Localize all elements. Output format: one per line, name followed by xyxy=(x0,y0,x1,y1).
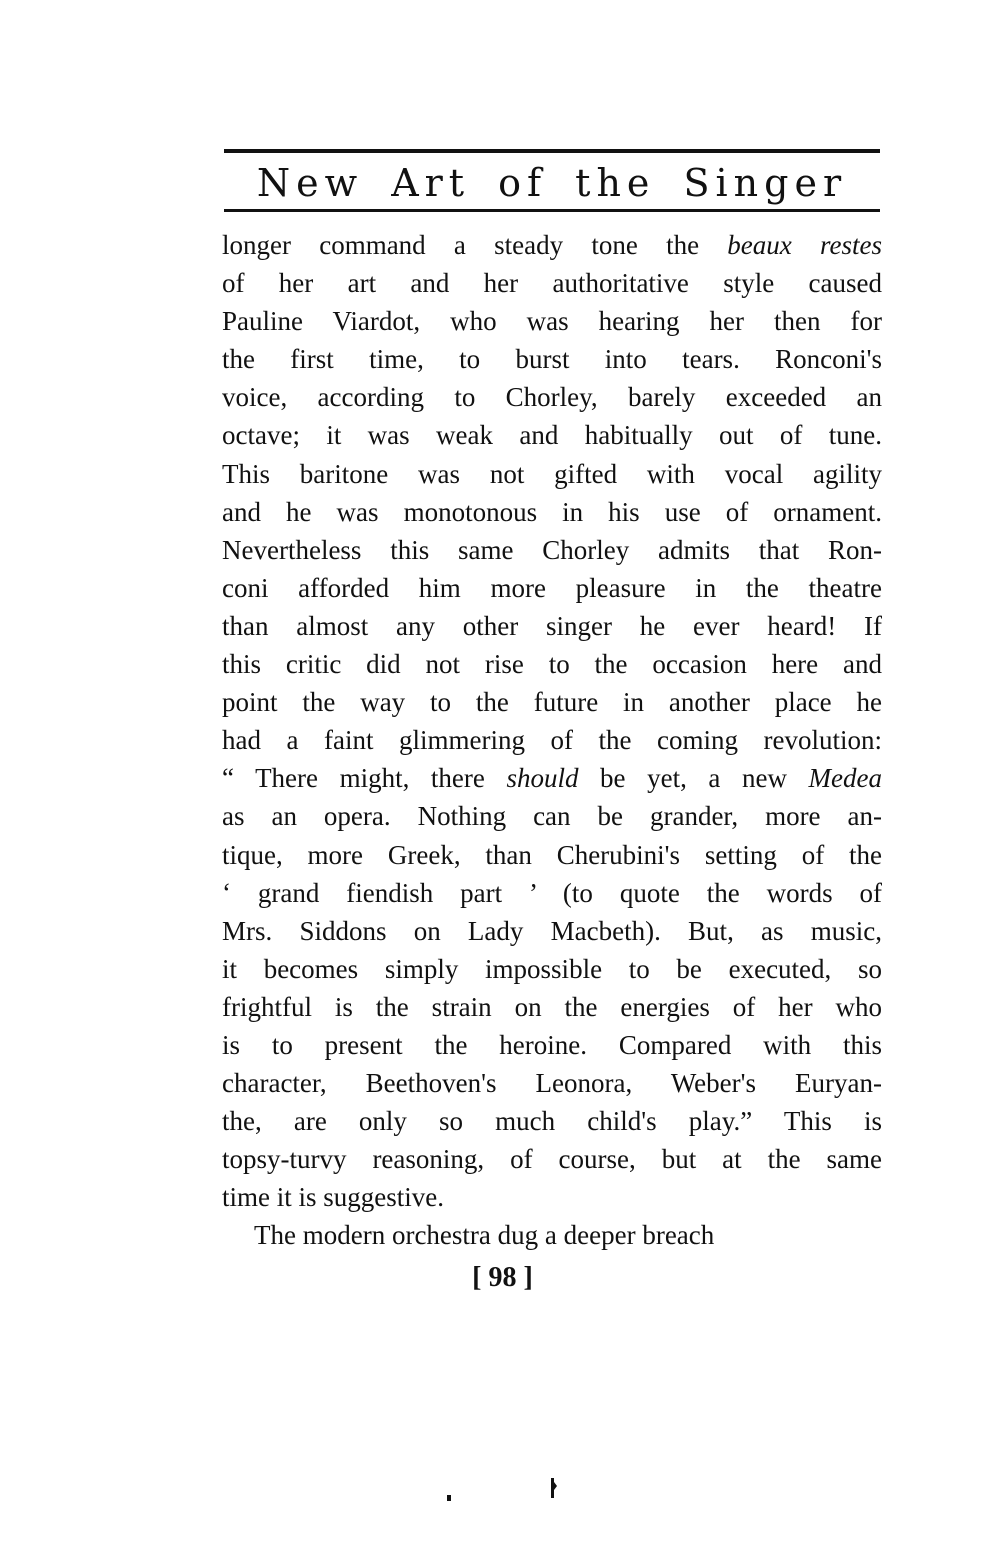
text-line xyxy=(222,988,882,1026)
text-segment: be yet, a new xyxy=(578,763,809,794)
text-segment: and he was monotonous in his use of ornament. xyxy=(222,496,882,527)
text-segment: time it is suggestive. xyxy=(222,1182,444,1213)
text-segment: this critic did not rise to the occasion here and xyxy=(222,649,882,680)
text-line xyxy=(222,1178,882,1216)
text-segment: Nevertheless this same Chorley admits that Ron- xyxy=(222,534,882,565)
text-line xyxy=(222,721,882,759)
body-text xyxy=(222,226,882,1255)
text-segment: longer command a steady tone the xyxy=(222,230,728,260)
text-line xyxy=(222,1102,882,1140)
text-segment: The modern orchestra dug a deeper breach xyxy=(254,1220,715,1251)
text-segment: the first time, to burst into tears. Ronconi's xyxy=(222,344,882,375)
text-segment: had a faint glimmering of the coming revolution: xyxy=(222,725,882,756)
text-line xyxy=(222,340,882,378)
text-segment: is to present the heroine. Compared with this xyxy=(222,1029,882,1060)
running-head: New Art of the Singer xyxy=(256,161,848,205)
text-line xyxy=(222,683,882,721)
text-line xyxy=(222,1026,882,1064)
text-line xyxy=(222,1064,882,1102)
header-rule-top xyxy=(224,149,880,153)
text-line xyxy=(222,836,882,874)
text-segment: Pauline Viardot, who was hearing her then for xyxy=(222,306,882,337)
text-segment: topsy-turvy reasoning, of course, but at the same xyxy=(222,1144,882,1175)
text-segment: tique, more Greek, than Cherubini's setting of the xyxy=(222,839,882,870)
text-segment: Mrs. Siddons on Lady Macbeth). But, as music, xyxy=(222,915,882,946)
text-line xyxy=(222,607,882,645)
text-segment: octave; it was weak and habitually out of tune. xyxy=(222,420,882,451)
text-line xyxy=(222,1216,882,1254)
text-segment: “ There might, there xyxy=(222,763,507,794)
italic-text: Medea xyxy=(808,763,883,794)
text-line xyxy=(222,455,882,493)
italic-text: should xyxy=(506,763,579,794)
text-line xyxy=(222,874,882,912)
text-segment: frightful is the strain on the energies of her who xyxy=(222,991,882,1022)
text-line xyxy=(222,912,882,950)
text-line xyxy=(222,531,882,569)
text-line xyxy=(222,797,882,835)
page-number: [ 98 ] xyxy=(472,1262,533,1293)
text-line xyxy=(222,264,882,302)
text-line xyxy=(222,1140,882,1178)
text-segment: it becomes simply impossible to be executed, so xyxy=(222,953,882,984)
text-segment: character, Beethoven's Leonora, Weber's Euryan- xyxy=(222,1068,882,1099)
text-line xyxy=(222,950,882,988)
scan-speck xyxy=(447,1495,451,1501)
text-segment: coni afforded him more pleasure in the theatre xyxy=(222,572,882,603)
scan-speck xyxy=(551,1478,554,1498)
text-line xyxy=(222,493,882,531)
text-line xyxy=(222,416,882,454)
text-segment: point the way to the future in another place he xyxy=(222,687,882,718)
text-line xyxy=(222,645,882,683)
text-line xyxy=(222,302,882,340)
text-segment: This baritone was not gifted with vocal agility xyxy=(222,458,882,489)
text-segment: of her art and her authoritative style caused xyxy=(222,268,882,299)
text-line xyxy=(222,759,882,797)
text-line xyxy=(222,226,882,264)
italic-text: beaux restes xyxy=(727,230,882,260)
text-segment: than almost any other singer he ever heard! If xyxy=(222,610,882,641)
text-line xyxy=(222,569,882,607)
text-segment: ‘ grand fiendish part ’ (to quote the words of xyxy=(222,877,882,908)
header-rule-bottom xyxy=(224,209,880,212)
text-line xyxy=(222,378,882,416)
text-segment: as an opera. Nothing can be grander, more an- xyxy=(222,801,882,832)
text-segment: voice, according to Chorley, barely exceeded an xyxy=(222,382,882,413)
text-segment: the, are only so much child's play.” This is xyxy=(222,1106,882,1137)
